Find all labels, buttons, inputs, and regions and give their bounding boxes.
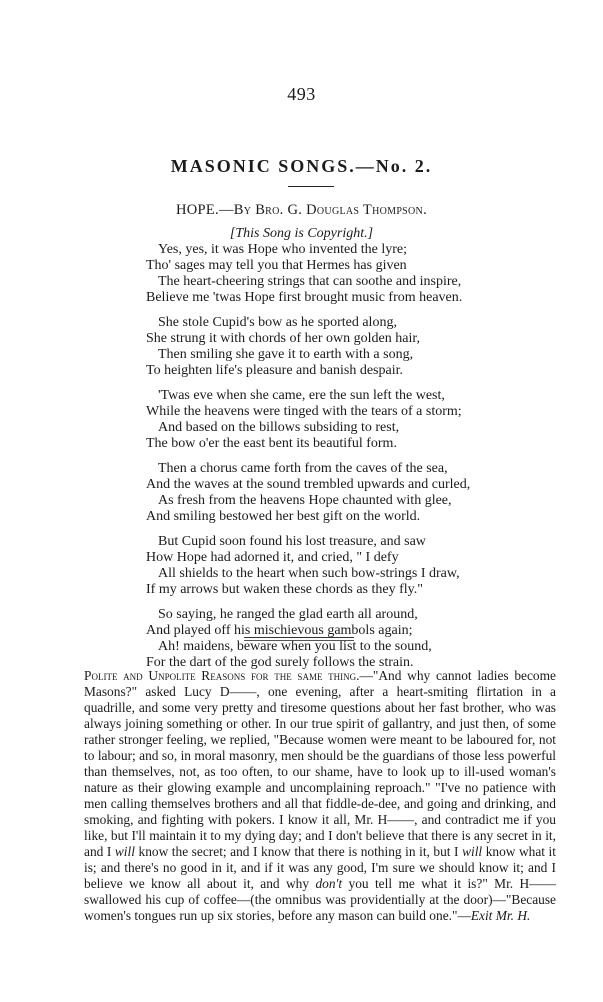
poem-line: Then a chorus came forth from the caves of the sea, [158,461,448,476]
stanza [146,388,566,452]
poem-line: But Cupid soon found his lost treasure, and saw [158,534,426,549]
poem-line: Believe me 'twas Hope first brought music from heaven. [146,290,463,305]
poem-line: While the heavens were tinged with the tears of a storm; [146,404,462,419]
poem-line: And smiling bestowed her best gift on the world. [146,509,421,524]
copyright-note [0,226,603,242]
poem-line: 'Twas eve when she came, ere the sun left the west, [158,388,445,403]
poem-line: How Hope had adorned it, and cried, " I defy [146,550,399,565]
essay-emphasis-1: will [114,844,135,859]
poem-line: To heighten life's pleasure and banish despair. [146,363,403,378]
stanza [146,315,566,379]
poem-line: As fresh from the heavens Hope chaunted with glee, [158,493,452,508]
poem-line: So saying, he ranged the glad earth all around, [158,607,418,622]
page-title: MASONIC SONGS.—No. 2. [170,156,433,176]
essay-heading: Polite and Unpolite Reasons for the same thing. [84,668,360,683]
poem-line: Yes, yes, it was Hope who invented the lyre; [158,242,407,257]
poem-line: She stole Cupid's bow as he sported along, [158,315,397,330]
essay-emphasis-2: will [462,844,483,859]
poem-line: And played off his mischievous gambols again; [146,623,413,638]
section-rule [244,637,354,638]
essay-text-2: know the secret; and I know that there is nothing in it, but I [134,844,463,859]
essay-exit: Exit Mr. H. [470,908,531,923]
poem [146,242,566,680]
song-author: By Bro. G. Douglas Thompson. [233,202,428,218]
poem-line: Then smiling she gave it to earth with a song, [158,347,414,362]
stanza [146,242,566,306]
poem-line: And based on the billows subsiding to rest, [158,420,400,435]
poem-line: Ah! maidens, beware when you list to the sound, [158,639,432,654]
poem-line: And the waves at the sound trembled upwards and curled, [146,477,471,492]
poem-line: The bow o'er the east bent its beautiful form. [146,436,397,451]
stanza [146,534,566,598]
essay-text-4: you tell me what it is?" Mr. H—— swallowed his cup of coffee—(the omnibus was providentially at the door)—"Because women's tongues run up six stories, before any mason can build one."— [84,876,556,923]
copyright-text: [This Song is Copyright.] [229,226,374,241]
song-heading [0,202,603,219]
poem-line: Tho' sages may tell you that Hermes has given [146,258,407,273]
essay-text-3: know what it is; and there's no good in it, and if it was any good, I'm sure we should know it; and I believe we know all about it, and why [84,844,556,891]
essay-paragraph [84,668,556,924]
poem-line: If my arrows but waken these chords as they fly." [146,582,423,597]
poem-line: For the dart of the god surely follows the strain. [146,655,414,670]
poem-line: She strung it with chords of her own golden hair, [146,331,420,346]
section-rule-lower [244,640,354,641]
title-rule [288,186,334,187]
stanza [146,461,566,525]
essay-text-1: —"And why cannot ladies become Masons?" asked Lucy D——, one evening, after a heart-smiting flirtation in a quadrille, and some very pretty and tiresome questions about her fast brother, who was always joining something or other. In our true spirit of gallantry, and just then, of some rather stronger feeling, we replied, "Because women were meant to be laboured for, not to labour; and so, in moral masonry, men should be the guardians of those less powerful than themselves, not, as too often, to our shame, have to look up to ill-used woman's nature as their glowing example and uncomplaining reproach." "I've no patience with men calling themselves brothers and all that fiddle-de-dee, and going and drinking, and smoking, and fighting with pokers. I know it all, Mr. H——, and contradict me if you like, but I'll maintain it to my dying day; and I don't believe that there is any secret in it, and I [84,668,556,859]
page-number: 493 [287,84,316,104]
poem-line: All shields to the heart when such bow-strings I draw, [158,566,460,581]
song-title: HOPE.— [175,202,234,218]
essay-emphasis-3: don't [315,876,343,891]
poem-line: The heart-cheering strings that can soothe and inspire, [158,274,462,289]
